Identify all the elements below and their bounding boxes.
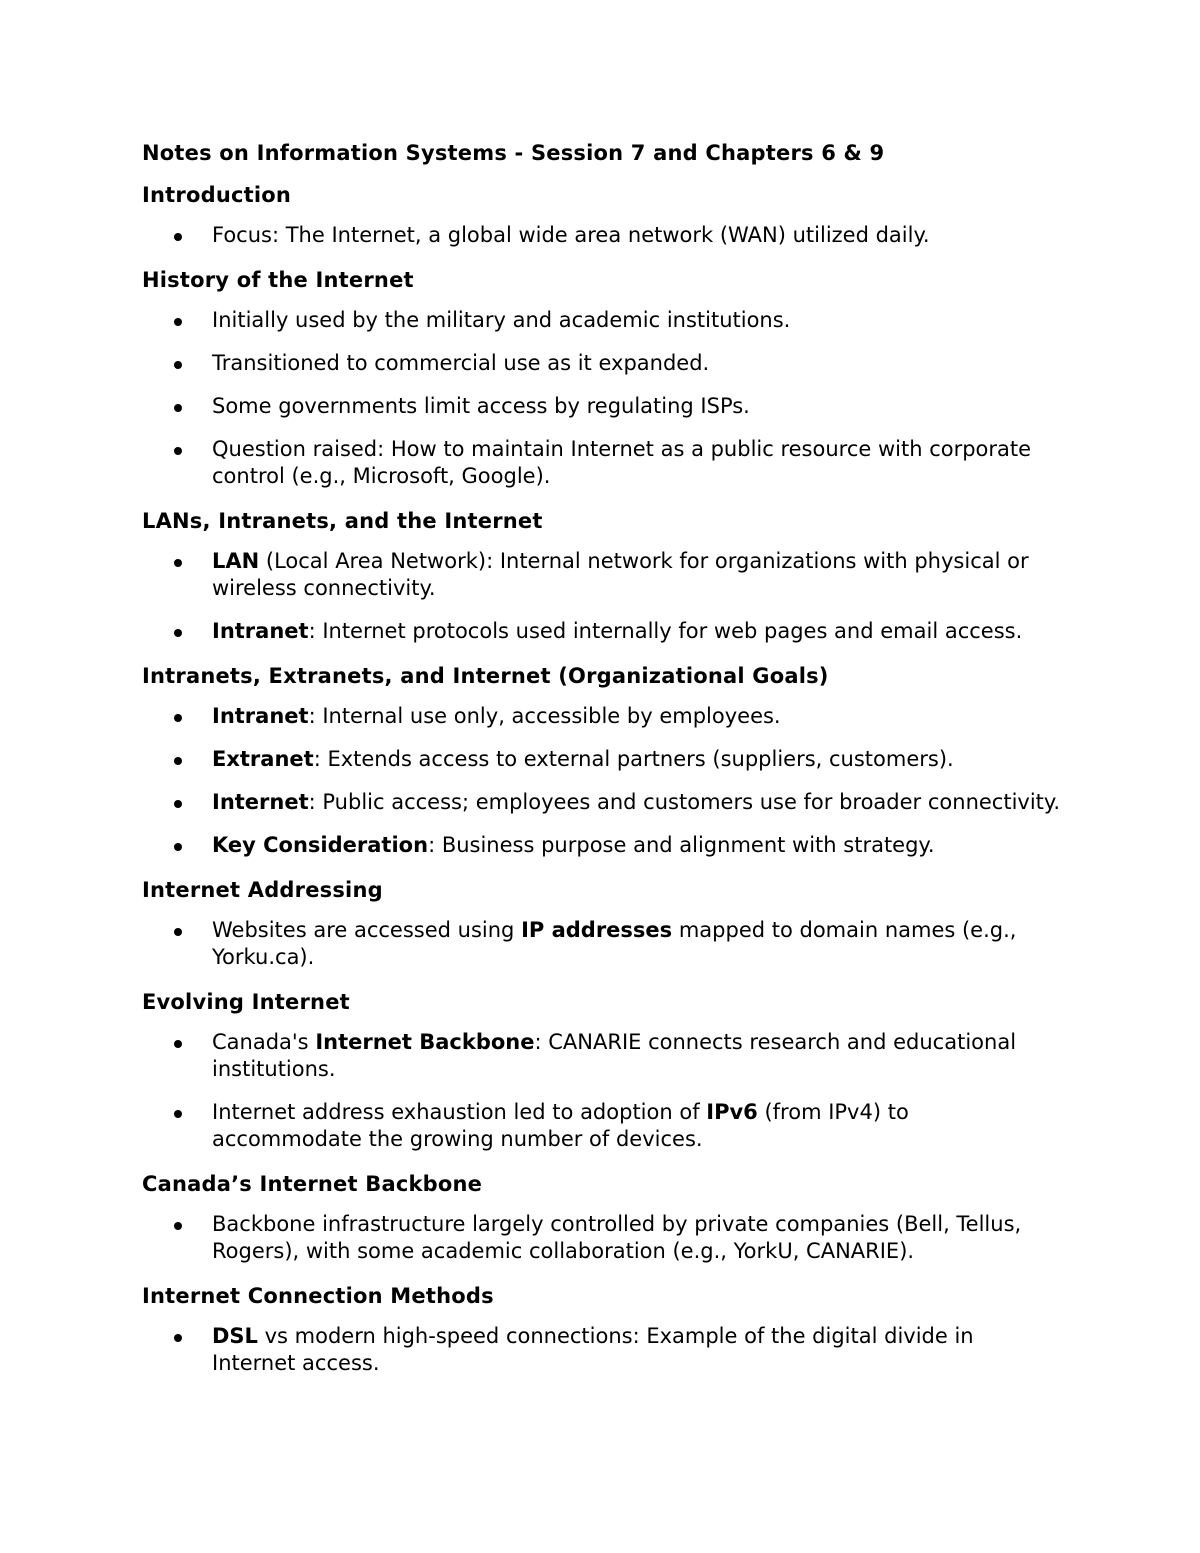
- item-text: : Extends access to external partners (suppliers, customers).: [313, 747, 954, 771]
- list-item: [142, 222, 1062, 249]
- bullet-list: [142, 1211, 1062, 1265]
- bullet-icon: [174, 1334, 182, 1342]
- item-text: : Public access; employees and customers use for broader connectivity.: [308, 790, 1061, 814]
- list-item: [142, 307, 1062, 334]
- section: [142, 180, 1062, 249]
- bullet-icon: [174, 233, 182, 241]
- list-item: [142, 1029, 1062, 1083]
- item-term: IPv6: [706, 1100, 758, 1124]
- section-heading: Intranets, Extranets, and Internet (Organizational Goals): [142, 664, 829, 688]
- bullet-list: [142, 548, 1062, 645]
- section-heading: Evolving Internet: [142, 990, 350, 1014]
- item-text-prefix: Internet address exhaustion led to adoption of: [212, 1100, 707, 1124]
- item-text: Focus: The Internet, a global wide area network (WAN) utilized daily.: [212, 223, 930, 247]
- bullet-icon: [174, 1040, 182, 1048]
- section-heading: History of the Internet: [142, 268, 414, 292]
- document-title: Notes on Information Systems - Session 7 and Chapters 6 & 9: [142, 141, 885, 165]
- list-item: [142, 703, 1062, 730]
- bullet-icon: [174, 800, 182, 808]
- section-heading: Internet Connection Methods: [142, 1284, 494, 1308]
- item-text-prefix: Websites are accessed using: [212, 918, 522, 942]
- bullet-list: [142, 917, 1062, 971]
- bullet-icon: [174, 757, 182, 765]
- bullet-icon: [174, 404, 182, 412]
- section: [142, 1169, 1062, 1265]
- section: [142, 875, 1062, 971]
- bullet-list: [142, 307, 1062, 490]
- section-heading: Internet Addressing: [142, 878, 383, 902]
- item-text: vs modern high-speed connections: Example of the digital divide in Internet access.: [212, 1324, 974, 1375]
- list-item: [142, 548, 1062, 602]
- list-item: [142, 350, 1062, 377]
- bullet-icon: [174, 559, 182, 567]
- bullet-icon: [174, 318, 182, 326]
- item-text: mapped to domain names (e.g., Yorku.ca).: [212, 918, 1017, 969]
- section-heading: Introduction: [142, 183, 292, 207]
- bullet-list: [142, 1323, 1062, 1377]
- item-text: Transitioned to commercial use as it expanded.: [212, 351, 710, 375]
- bullet-icon: [174, 361, 182, 369]
- bullet-icon: [174, 843, 182, 851]
- document-page: [142, 138, 1062, 1393]
- item-text: Initially used by the military and academic institutions.: [212, 308, 791, 332]
- bullet-icon: [174, 629, 182, 637]
- bullet-icon: [174, 1110, 182, 1118]
- item-text: Backbone infrastructure largely controlled by private companies (Bell, Tellus, Rogers), with some academic collaboration (e.g., YorkU, CANARIE).: [212, 1212, 1022, 1263]
- list-item: [142, 1099, 1062, 1153]
- list-item: [142, 618, 1062, 645]
- item-term: Internet Backbone: [315, 1030, 535, 1054]
- list-item: [142, 789, 1062, 816]
- item-term: DSL: [212, 1324, 258, 1348]
- bullet-list: [142, 222, 1062, 249]
- item-term: IP addresses: [521, 918, 673, 942]
- bullet-icon: [174, 1222, 182, 1230]
- item-text: Question raised: How to maintain Internet as a public resource with corporate control (e.g., Microsoft, Google).: [212, 437, 1032, 488]
- list-item: [142, 1323, 1062, 1377]
- section: [142, 661, 1062, 859]
- item-text: : Internet protocols used internally for web pages and email access.: [308, 619, 1023, 643]
- section: [142, 987, 1062, 1153]
- item-term: LAN: [212, 549, 260, 573]
- item-term: Internet: [212, 790, 309, 814]
- item-text-prefix: Canada's: [212, 1030, 316, 1054]
- section: [142, 506, 1062, 645]
- item-term: Key Consideration: [212, 833, 429, 857]
- item-text: : CANARIE connects research and educational institutions.: [212, 1030, 1017, 1081]
- bullet-list: [142, 1029, 1062, 1153]
- list-item: [142, 832, 1062, 859]
- bullet-icon: [174, 714, 182, 722]
- document-body: [142, 180, 1062, 1377]
- list-item: [142, 1211, 1062, 1265]
- section-heading: LANs, Intranets, and the Internet: [142, 509, 543, 533]
- section-heading: Canada’s Internet Backbone: [142, 1172, 483, 1196]
- item-text: Some governments limit access by regulating ISPs.: [212, 394, 750, 418]
- list-item: [142, 393, 1062, 420]
- bullet-list: [142, 703, 1062, 859]
- section: [142, 1281, 1062, 1377]
- item-term: Intranet: [212, 619, 309, 643]
- bullet-icon: [174, 928, 182, 936]
- item-text: (Local Area Network): Internal network for organizations with physical or wireless connectivity.: [212, 549, 1029, 600]
- list-item: [142, 436, 1062, 490]
- item-term: Intranet: [212, 704, 309, 728]
- item-text: : Internal use only, accessible by employees.: [308, 704, 781, 728]
- list-item: [142, 917, 1062, 971]
- list-item: [142, 746, 1062, 773]
- item-text: : Business purpose and alignment with strategy.: [428, 833, 935, 857]
- item-term: Extranet: [212, 747, 314, 771]
- bullet-icon: [174, 447, 182, 455]
- section: [142, 265, 1062, 490]
- item-text: (from IPv4) to accommodate the growing number of devices.: [212, 1100, 909, 1151]
